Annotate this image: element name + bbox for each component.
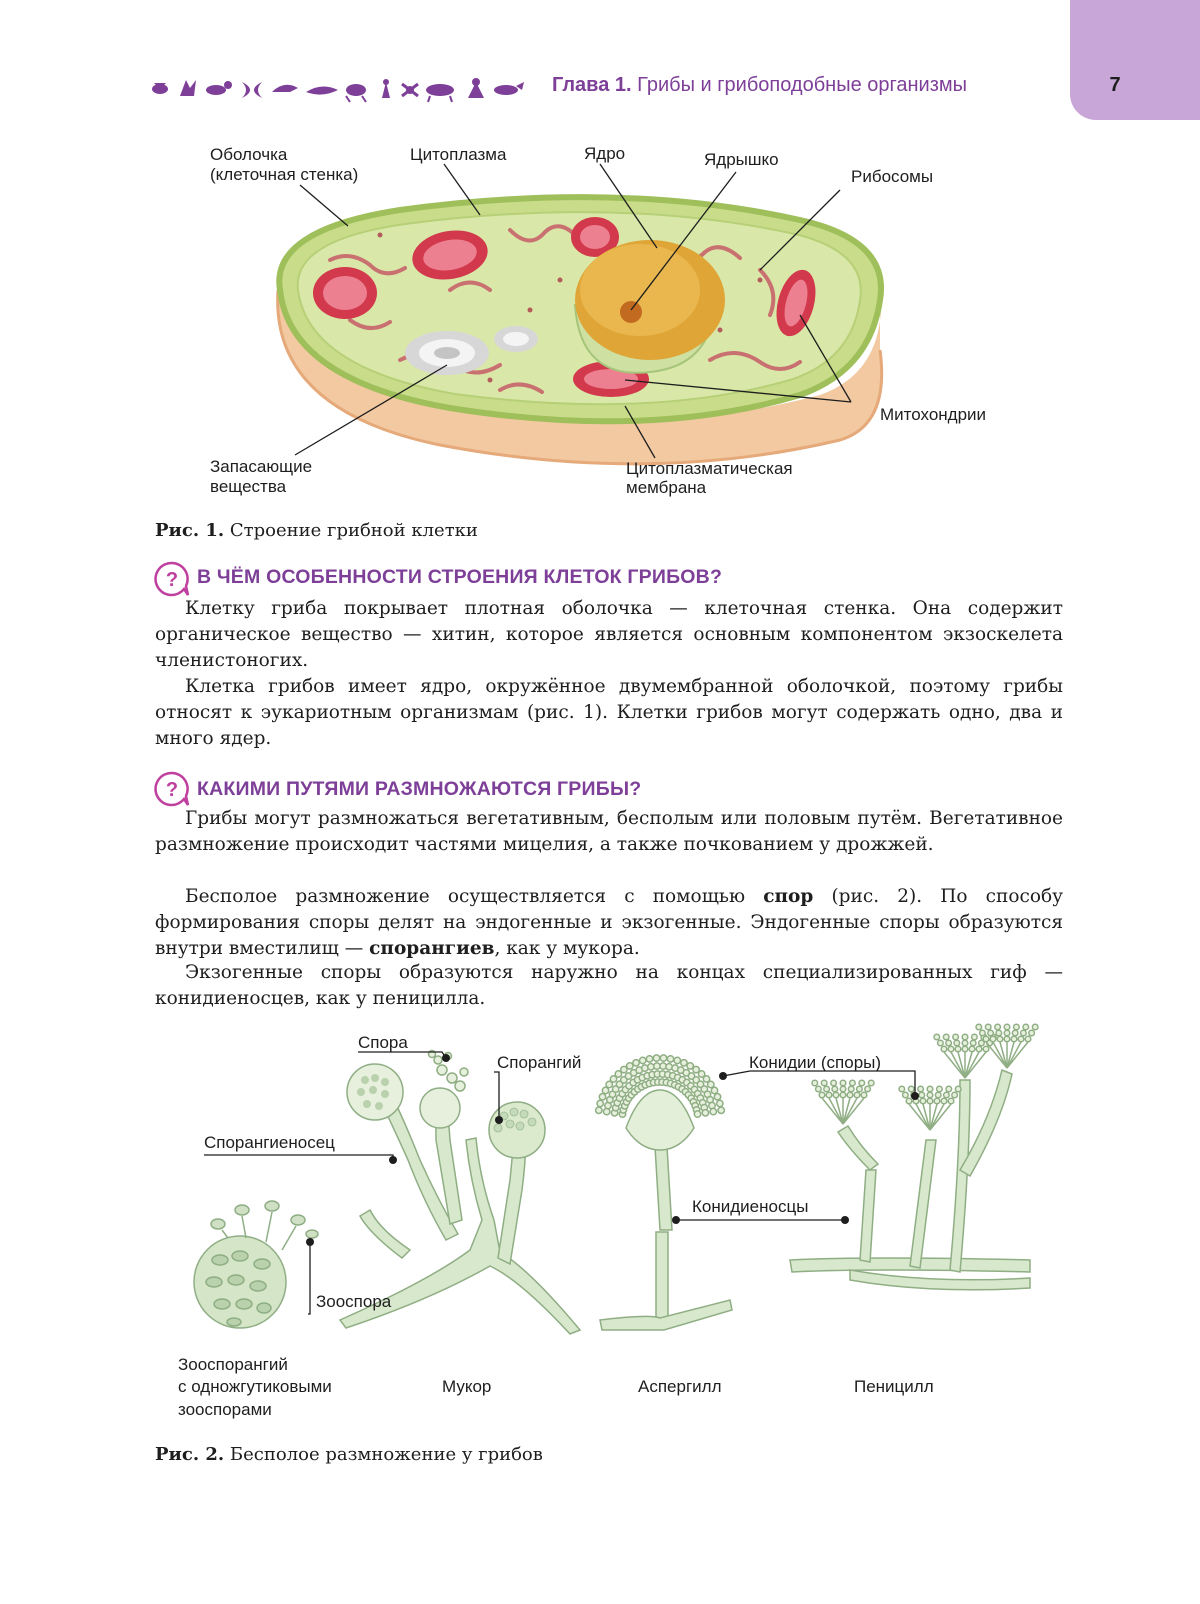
conidium (1004, 1030, 1010, 1036)
chapter-title (552, 74, 967, 97)
term-sporangia: спорангиев (369, 938, 495, 959)
conidium (714, 1094, 720, 1100)
label-cytoplasm: Цитоплазма (410, 145, 507, 164)
conidium (899, 1086, 905, 1092)
conidium (941, 1046, 947, 1052)
conidium (824, 1086, 830, 1092)
conidium (848, 1086, 854, 1092)
conidium (702, 1110, 708, 1116)
figure2-caption-text: Бесполое размножение у грибов (229, 1444, 543, 1465)
conidium (653, 1055, 659, 1061)
conidium (597, 1100, 603, 1106)
conidium (972, 1034, 978, 1040)
asexual-reproduction-diagram (170, 1020, 1070, 1440)
conidium (840, 1080, 846, 1086)
zoosporangium (194, 1201, 318, 1328)
conidium (1021, 1030, 1027, 1036)
conidium (983, 1046, 989, 1052)
conidium (995, 1024, 1001, 1030)
phialide (1007, 1042, 1021, 1068)
conidium (816, 1086, 822, 1092)
conidium (919, 1092, 925, 1098)
conidium (812, 1080, 818, 1086)
label-sporangium: Спорангий (497, 1053, 582, 1072)
conidium (953, 1034, 959, 1040)
label-conidia: Конидии (споры) (749, 1053, 882, 1072)
term-spores: спор (763, 886, 814, 907)
figure2-caption-num: Рис. 2. (155, 1444, 225, 1465)
conidium (1029, 1030, 1035, 1036)
conidium (969, 1046, 975, 1052)
conidium (903, 1092, 909, 1098)
label-zoospore: Зооспора (316, 1292, 392, 1311)
conidium (927, 1098, 933, 1104)
section1-heading: В ЧЁМ ОСОБЕННОСТИ СТРОЕНИЯ КЛЕТОК ГРИБОВ? (197, 566, 723, 588)
conidium (681, 1060, 687, 1066)
label-zoosporangium-1: Зооспорангий (178, 1355, 288, 1374)
label-conidiophores: Конидиеносцы (692, 1197, 809, 1216)
section1-paragraph-1: Клетку гриба покрывает плотная оболочка — клеточная стенка. Она содержит органическое вещество — хитин, которое является основным компонентом экзоскелета членистоногих. (155, 598, 1063, 671)
conidium (918, 1086, 924, 1092)
phialide (951, 1052, 965, 1078)
figure1-caption-text: Строение грибной клетки (229, 520, 478, 541)
conidium (920, 1098, 926, 1104)
conidium (831, 1080, 837, 1086)
label-zoosporangium-2: с одножгутиковыми (178, 1377, 332, 1396)
conidium (640, 1057, 646, 1063)
conidium (832, 1086, 838, 1092)
conidium (948, 1098, 954, 1104)
conidium (596, 1107, 602, 1113)
conidium (906, 1098, 912, 1104)
conidium (840, 1086, 846, 1092)
conidium (934, 1034, 940, 1040)
conidium (954, 1040, 960, 1046)
svg-text:?: ? (165, 779, 179, 801)
chapter-name: Грибы и грибоподобные организмы (637, 74, 968, 96)
p2-part3: , как у мукора. (494, 938, 640, 959)
p2-part2: (рис. 2). По способу формирования споры делят на эндогенные и экзогенные. Эндогенные споры образуются внутри вместилищ — (155, 886, 1063, 959)
conidium (988, 1030, 994, 1036)
conidium (980, 1030, 986, 1036)
conidium (654, 1063, 660, 1069)
conidium (962, 1034, 968, 1040)
label-storage-1: Запасающие (210, 457, 313, 476)
conidium (646, 1056, 652, 1062)
label-mitochondria: Митохондрии (880, 405, 987, 424)
conidium (868, 1080, 874, 1086)
conidium (865, 1086, 871, 1092)
conidium (718, 1107, 724, 1113)
conidium (996, 1030, 1002, 1036)
phialide (993, 1042, 1007, 1068)
conidium (955, 1046, 961, 1052)
conidium (854, 1092, 860, 1098)
label-aspergillus: Аспергилл (638, 1377, 722, 1396)
label-mucor: Мукор (442, 1377, 492, 1396)
conidium (1012, 1030, 1018, 1036)
label-nucleus: Ядро (584, 144, 626, 163)
conidium (633, 1060, 639, 1066)
conidium (711, 1087, 717, 1093)
label-storage-2: вещества (210, 477, 287, 496)
label-sporangiophore: Спорангиеносец (204, 1133, 335, 1152)
conidium (937, 1086, 943, 1092)
conidium (938, 1040, 944, 1046)
conidium (1004, 1024, 1010, 1030)
label-zoosporangium-3: зооспорами (178, 1400, 272, 1419)
conidium (602, 1087, 608, 1093)
phialide (843, 1098, 857, 1124)
page-number: 7 (1109, 74, 1121, 96)
conidium (934, 1098, 940, 1104)
section2-paragraph-1: Грибы могут размножаться вегетативным, бесполым или половым путём. Вегетативное размножение происходит частями мицелия, а также почкованием у дрожжей. (155, 808, 1063, 855)
conidium (935, 1092, 941, 1098)
conidium (660, 1055, 666, 1061)
conidium (944, 1092, 950, 1098)
label-membrane-2: мембрана (626, 478, 707, 497)
conidium (710, 1108, 716, 1114)
figure2-caption (155, 1444, 543, 1465)
label-penicillium: Пеницилл (854, 1377, 934, 1396)
conidium (962, 1040, 968, 1046)
label-nucleolus: Ядрышко (704, 150, 779, 169)
conidium (997, 1036, 1003, 1042)
question-icon (153, 560, 191, 598)
conidium (955, 1086, 961, 1092)
figure1-caption (155, 520, 478, 541)
conidium (599, 1094, 605, 1100)
conidium (821, 1080, 827, 1086)
conidium (946, 1086, 952, 1092)
conidium (962, 1046, 968, 1052)
label-ribosomes: Рибосомы (851, 167, 934, 186)
conidium (985, 1024, 991, 1030)
conidium (990, 1036, 996, 1042)
conidium (941, 1098, 947, 1104)
conidium (946, 1040, 952, 1046)
conidium (1011, 1036, 1017, 1042)
svg-text:?: ? (165, 569, 179, 591)
phialide (965, 1052, 979, 1078)
conidium (840, 1092, 846, 1098)
conidium (826, 1092, 832, 1098)
conidium (861, 1092, 867, 1098)
conidium (859, 1080, 865, 1086)
phialide (930, 1104, 944, 1130)
conidium (847, 1092, 853, 1098)
section2-paragraph-3: Экзогенные споры образуются наружно на концах специализированных гиф — конидиеносцев, как у пеницилла. (155, 962, 1063, 1009)
phialide (829, 1098, 843, 1124)
conidium (694, 1111, 700, 1117)
conidium (976, 1024, 982, 1030)
section2-paragraph-2 (155, 884, 1063, 962)
conidium (952, 1092, 958, 1098)
conidium (1004, 1036, 1010, 1042)
conidium (1032, 1024, 1038, 1030)
label-shell-1: Оболочка (210, 145, 288, 164)
conidium (1025, 1036, 1031, 1042)
label-spore: Спора (358, 1033, 408, 1052)
conidium (833, 1092, 839, 1098)
conidium (976, 1046, 982, 1052)
conidium (1014, 1024, 1020, 1030)
animal-silhouettes-icon (150, 74, 540, 104)
nucleolus (620, 301, 642, 323)
p2-part1: Бесполое размножение осуществляется с помощью (185, 886, 764, 907)
conidium (850, 1080, 856, 1086)
conidium (927, 1092, 933, 1098)
conidium (667, 1056, 673, 1062)
conidium (943, 1034, 949, 1040)
conidium (717, 1100, 723, 1106)
label-membrane-1: Цитоплазматическая (626, 459, 793, 478)
section1-paragraph-2: Клетка грибов имеет ядро, окружённое двумембранной оболочкой, поэтому грибы относят к эукариотным организмам (рис. 1). Клетки грибов могут содержать одно, два и много ядер. (155, 676, 1063, 749)
conidium (908, 1086, 914, 1092)
conidium (627, 1063, 633, 1069)
question-icon (153, 770, 191, 808)
header-tab (1070, 0, 1200, 120)
aspergillus (596, 1055, 732, 1330)
conidium (708, 1081, 714, 1087)
figure1-caption-num: Рис. 1. (155, 520, 225, 541)
conidium (1023, 1024, 1029, 1030)
section2-heading: КАКИМИ ПУТЯМИ РАЗМНОЖАЮТСЯ ГРИБЫ? (197, 778, 642, 800)
label-shell-2: (клеточная стенка) (210, 165, 359, 184)
chapter-prefix: Глава 1. (552, 74, 632, 96)
conidium (948, 1046, 954, 1052)
conidium (927, 1086, 933, 1092)
conidium (983, 1036, 989, 1042)
fungal-cell-diagram (200, 140, 1020, 515)
conidium (819, 1092, 825, 1098)
conidium (857, 1086, 863, 1092)
conidium (674, 1057, 680, 1063)
conidium (1018, 1036, 1024, 1042)
conidium (970, 1040, 976, 1046)
phialide (916, 1104, 930, 1130)
